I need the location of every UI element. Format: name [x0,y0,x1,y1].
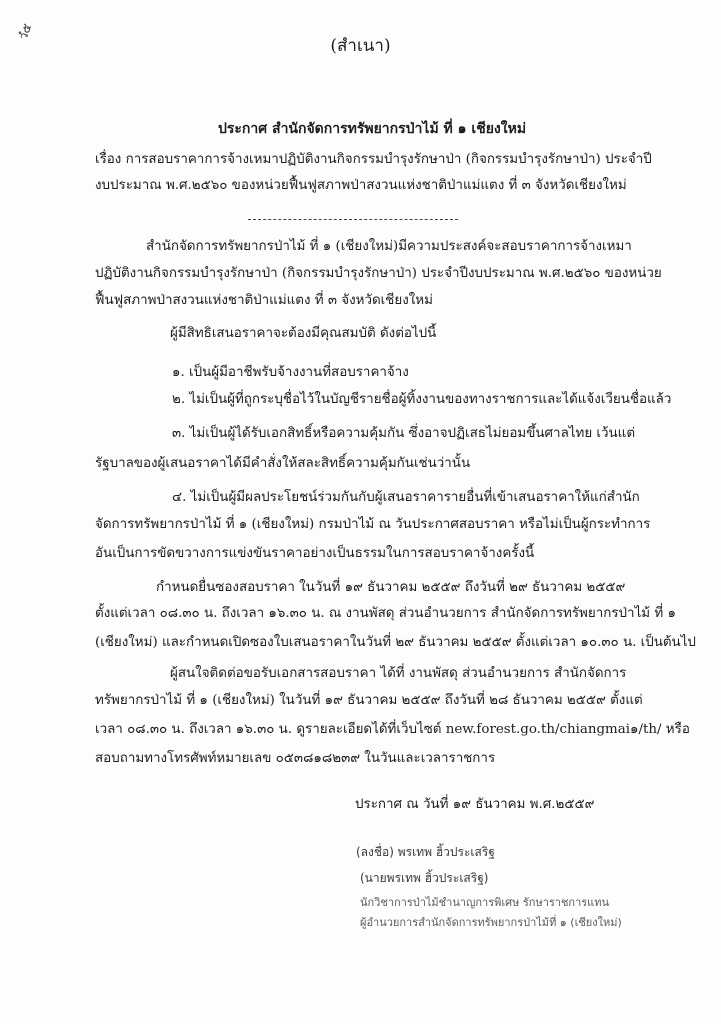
qualification-item-3-line-2: รัฐบาลของผู้เสนอราคาได้มีคำสั่งให้สละสิทธิ์ความคุ้มกันเช่นว่านั้น [95,456,471,471]
qualification-item-3-line-1: ๓. ไม่เป็นผู้ได้รับเอกสิทธิ์หรือความคุ้มกัน ซึ่งอาจปฏิเสธไม่ยอมขึ้นศาลไทย เว้นแต่ [172,426,636,441]
divider-line [248,219,458,220]
submission-line-2: ตั้งแต่เวลา ๐๘.๓๐ น. ถึงเวลา ๑๖.๓๐ น. ณ งานพัสดุ ส่วนอำนวยการ สำนักจัดการทรัพยากรป่าไม้ ที่ ๑ [95,606,676,621]
subject-line-1: เรื่อง การสอบราคาการจ้างเหมาปฏิบัติงานกิจกรรมบำรุงรักษาป่า (กิจกรรมบำรุงรักษาป่า) ประจำปี [95,152,652,167]
paragraph-1-line-3: ฟื้นฟูสภาพป่าสงวนแห่งชาติป่าแม่แตง ที่ ๓ จังหวัดเชียงใหม่ [95,293,433,308]
signature-position-1: นักวิชาการป่าไม้ชำนาญการพิเศษ รักษาราชการแทน [360,896,610,909]
signature-name: (นายพรเทพ ฮิ้วประเสริฐ) [360,871,489,885]
qualification-item-4-line-1: ๔. ไม่เป็นผู้มีผลประโยชน์ร่วมกันกับผู้เสนอราคารายอื่นที่เข้าเสนอราคาให้แก่สำนัก [172,490,640,505]
qualification-item-1: ๑. เป็นผู้มีอาชีพรับจ้างงานที่สอบราคาจ้าง [172,365,409,380]
contact-line-3: เวลา ๐๘.๓๐ น. ถึงเวลา ๑๖.๓๐ น. ดูรายละเอียดได้ที่เว็บไซต์ new.forest.go.th/chiangmai๑/th/ หรือ [95,722,690,737]
contact-line-1: ผู้สนใจติดต่อขอรับเอกสารสอบราคา ได้ที่ งานพัสดุ ส่วนอำนวยการ สำนักจัดการ [170,666,627,681]
contact-line-4: สอบถามทางโทรศัพท์หมายเลข ๐๕๓๘๑๘๒๓๙ ในวันและเวลาราชการ [95,751,496,766]
copy-mark: (สำเนา) [330,36,391,56]
signature-signed-line: (ลงชื่อ) พรเทพ ฮิ้วประเสริฐ [356,845,495,859]
paragraph-1-line-1: สำนักจัดการทรัพยากรป่าไม้ ที่ ๑ (เชียงใหม่)มีความประสงค์จะสอบราคาการจ้างเหมา [146,239,632,254]
submission-line-1: กำหนดยื่นซองสอบราคา ในวันที่ ๑๙ ธันวาคม ๒๕๕๙ ถึงวันที่ ๒๙ ธันวาคม ๒๕๕๙ [156,580,626,595]
subject-line-2: งบประมาณ พ.ศ.๒๕๖๐ ของหน่วยฟื้นฟูสภาพป่าสงวนแห่งชาติป่าแม่แตง ที่ ๓ จังหวัดเชียงใหม่ [95,178,627,193]
qualification-item-2: ๒. ไม่เป็นผู้ที่ถูกระบุชื่อไว้ในบัญชีรายชื่อผู้ทิ้งงานของทางราชการและได้แจ้งเวียนชื่อแล้ว [172,392,672,407]
qualification-item-4-line-2: จัดการทรัพยากรป่าไม้ ที่ ๑ (เชียงใหม่) กรมป่าไม้ ณ วันประกาศสอบราคา หรือไม่เป็นผู้กระทำการ [95,517,651,532]
handwritten-page-note: วํ๕ [15,21,35,42]
signature-position-2: ผู้อำนวยการสำนักจัดการทรัพยากรป่าไม้ที่ ๑ (เชียงใหม่) [360,916,622,929]
qualifications-intro: ผู้มีสิทธิเสนอราคาจะต้องมีคุณสมบัติ ดังต่อไปนี้ [170,326,437,341]
paragraph-1-line-2: ปฏิบัติงานกิจกรรมบำรุงรักษาป่า (กิจกรรมบำรุงรักษาป่า) ประจำปีงบประมาณ พ.ศ.๒๕๖๐ ของหน่วย [95,266,662,281]
qualification-item-4-line-3: อันเป็นการขัดขวางการแข่งขันราคาอย่างเป็นธรรมในการสอบราคาจ้างครั้งนี้ [95,546,535,561]
announcement-date: ประกาศ ณ วันที่ ๑๙ ธันวาคม พ.ศ.๒๕๕๙ [355,797,595,812]
contact-line-2: ทรัพยากรป่าไม้ ที่ ๑ (เชียงใหม่) ในวันที่ ๑๙ ธันวาคม ๒๕๕๙ ถึงวันที่ ๒๘ ธันวาคม ๒๕๕๙ ตั้งแต่ [95,693,643,708]
submission-line-3: (เชียงใหม่) และกำหนดเปิดซองใบเสนอราคาในวันที่ ๒๙ ธันวาคม ๒๕๕๙ ตั้งแต่เวลา ๑๐.๓๐ น. เป็นต้นไป [95,635,696,650]
announcement-title: ประกาศ สำนักจัดการทรัพยากรป่าไม้ ที่ ๑ เชียงใหม่ [218,121,527,137]
